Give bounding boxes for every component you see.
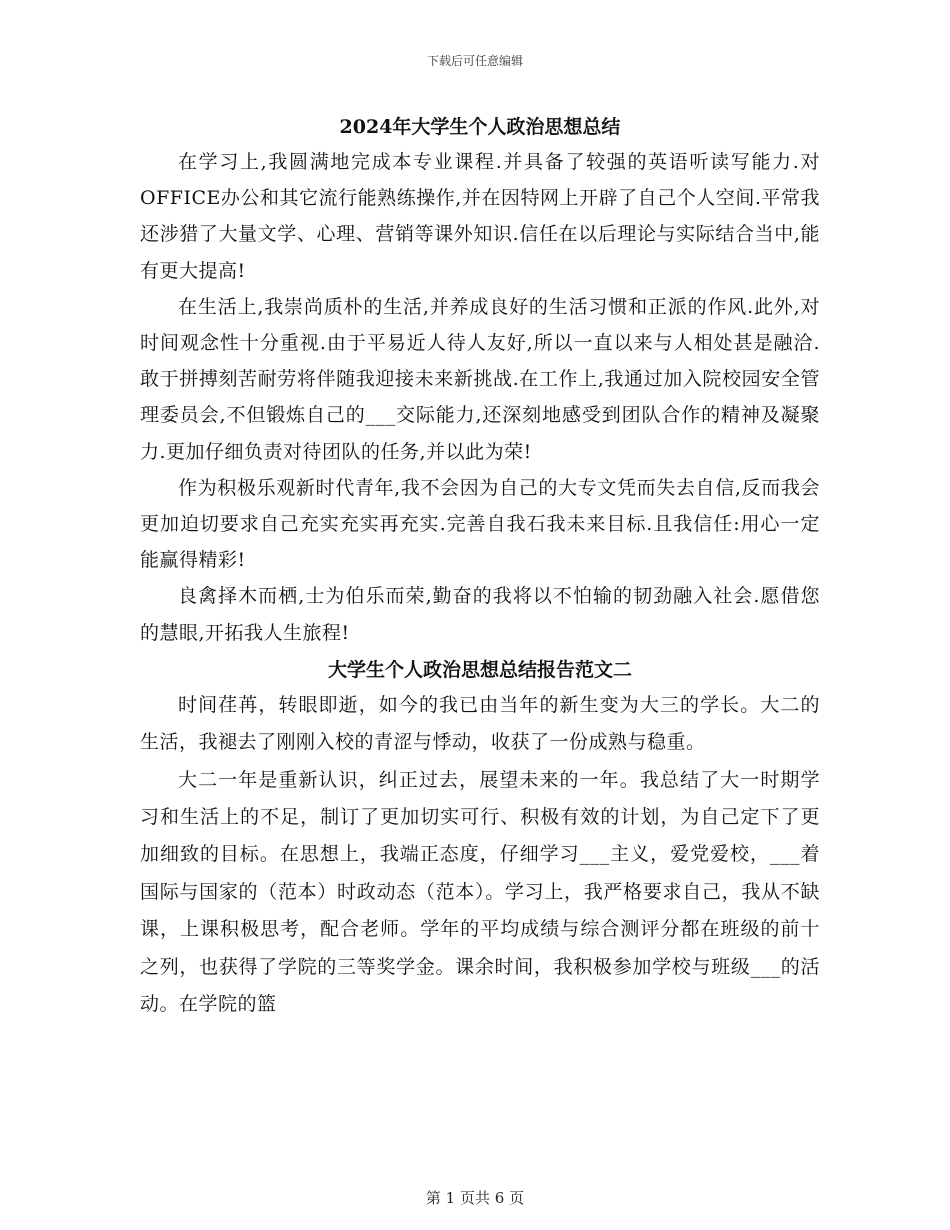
section-1-paragraph-1: 在学习上,我圆满地完成本专业课程.并具备了较强的英语听读写能力.对OFFICE办公和其它流行能熟练操作,并在因特网上开辟了自己个人空间.平常我还涉猎了大量文学、心理、营销等课外知识.信任在以后理论与实际结合当中,能有更大提高! [140, 151, 820, 282]
section-2-paragraph-2: 大二一年是重新认识，纠正过去，展望未来的一年。我总结了大一时期学习和生活上的不足，制订了更加切实可行、积极有效的计划，为自己定下了更加细致的目标。在思想上，我端正态度，仔细学习___主义，爱党爱校，___着国际与国家的（范本）时政动态（范本）。学习上，我严格要求自己，我从不缺课，上课积极思考，配合老师。学年的平均成绩与综合测评分都在班级的前十之列，也获得了学院的三等奖学金。课余时间，我积极参加学校与班级___的活动。在学院的篮 [140, 768, 820, 1016]
section-1-paragraph-3: 作为积极乐观新时代青年,我不会因为自己的大专文凭而失去自信,反而我会更加迫切要求自己充实充实再充实.完善自我石我未来目标.且我信任:用心一定能赢得精彩! [140, 476, 820, 572]
document-body [140, 110, 820, 1024]
section-1-paragraph-4: 良禽择木而栖,士为伯乐而荣,勤奋的我将以不怕输的韧劲融入社会.愿借您的慧眼,开拓我人生旅程! [140, 585, 820, 644]
section-1-paragraph-2: 在生活上,我崇尚质朴的生活,并养成良好的生活习惯和正派的作风.此外,对时间观念性十分重视.由于平易近人待人友好,所以一直以来与人相处甚是融洽.敢于拼搏刻苦耐劳将伴随我迎接未来新挑战.在工作上,我通过加入院校园安全管理委员会,不但锻炼自己的___交际能力,还深刻地感受到团队合作的精神及凝聚力.更加仔细负责对待团队的任务,并以此为荣! [140, 295, 820, 463]
page-footer: 第 1 页共 6 页 [425, 1189, 525, 1207]
section-2-paragraph-1: 时间荏苒，转眼即逝，如今的我已由当年的新生变为大三的学长。大二的生活，我褪去了刚刚入校的青涩与悸动，收获了一份成熟与稳重。 [140, 693, 820, 754]
page-header: 下载后可任意编辑 [426, 54, 523, 68]
section-1-title: 2024年大学生个人政治思想总结 [339, 116, 621, 138]
section-2-title: 大学生个人政治思想总结报告范文二 [327, 658, 632, 681]
